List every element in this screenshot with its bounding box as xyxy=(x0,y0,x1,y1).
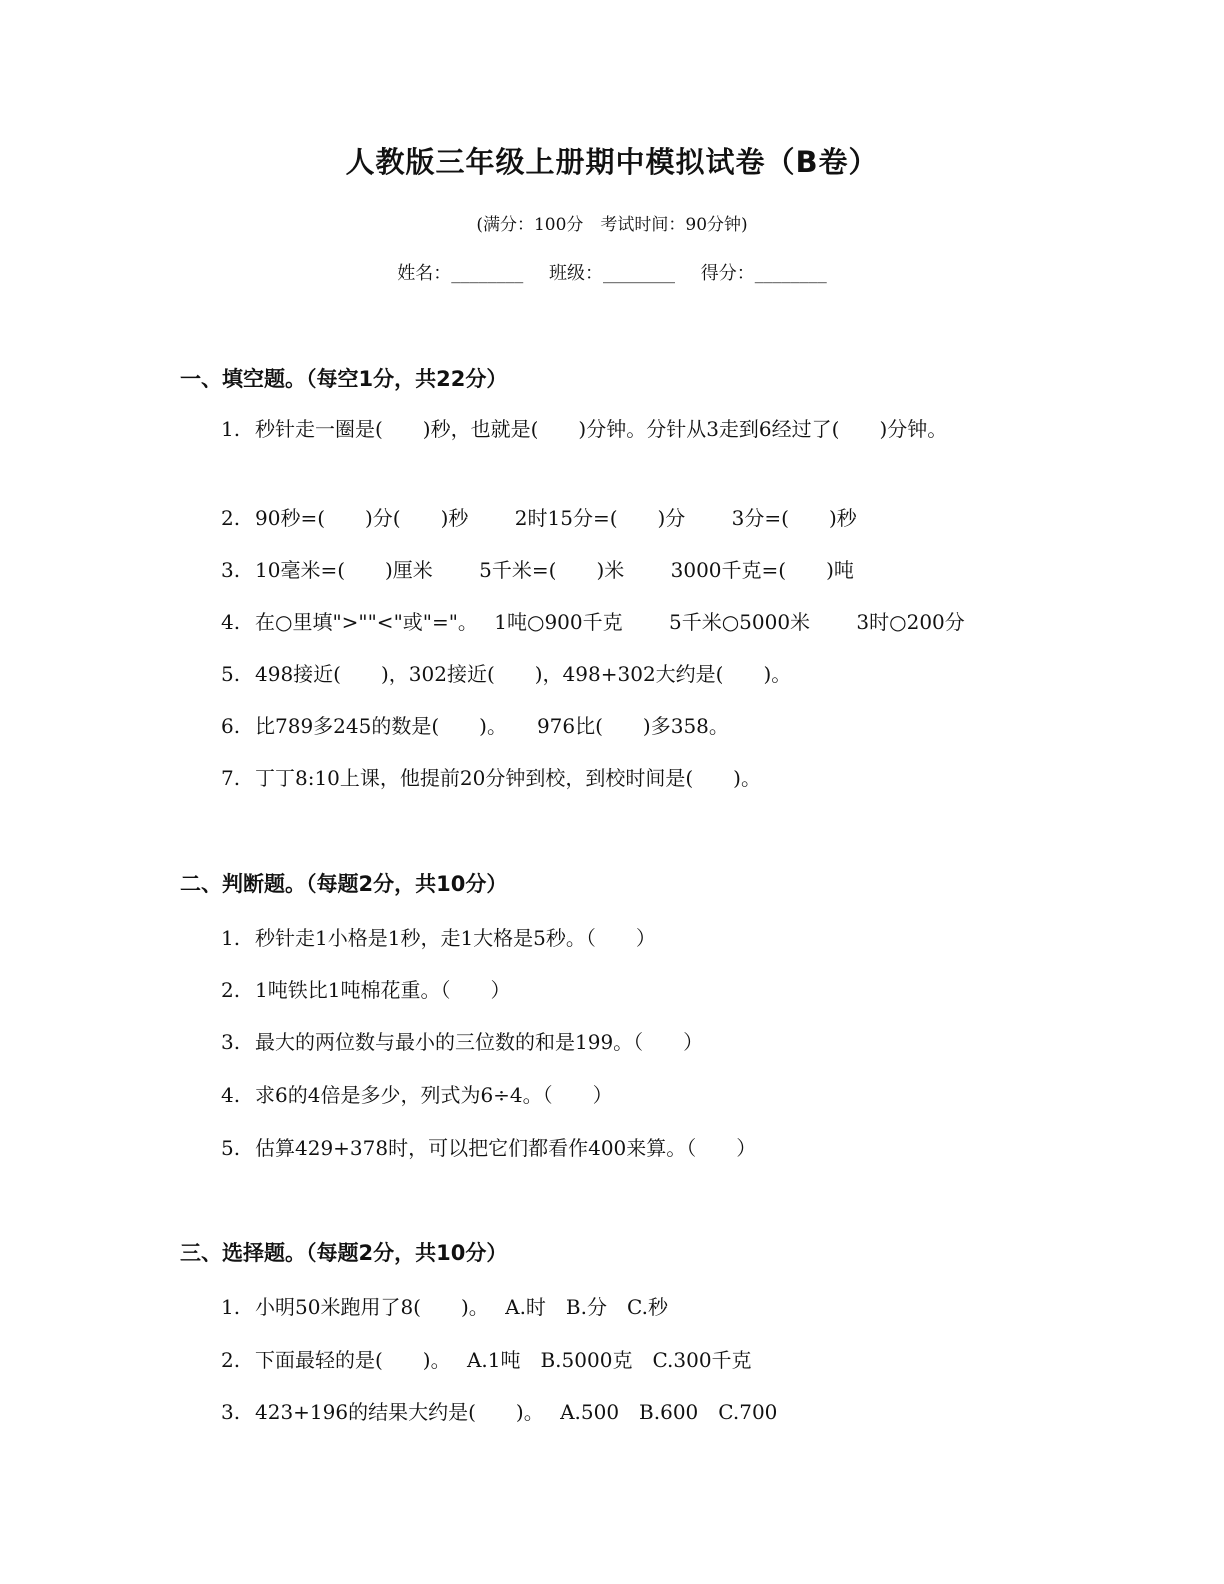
question-number: 2. xyxy=(221,1348,241,1372)
question-text: 估算429+378时，可以把它们都看作400来算。（ ） xyxy=(255,1136,757,1160)
question-number: 2. xyxy=(221,506,241,530)
question-number: 7. xyxy=(221,766,241,790)
question-item xyxy=(221,502,857,531)
section-title-true-false: 二、判断题。（每题2分，共10分） xyxy=(180,872,508,896)
question-item xyxy=(221,1026,703,1055)
question-text: 在○里填">""<"或"="。 1吨○900千克 5千米○5000米 3时○200分 xyxy=(255,610,965,634)
question-item xyxy=(221,974,510,1003)
question-item xyxy=(221,658,791,687)
question-text: 求6的4倍是多少，列式为6÷4。（ ） xyxy=(255,1083,613,1107)
page-title: 人教版三年级上册期中模拟试卷（B卷） xyxy=(345,145,879,179)
question-item xyxy=(221,1132,756,1161)
question-text: 90秒=( )分( )秒 2时15分=( )分 3分=( )秒 xyxy=(255,506,857,530)
score-field: 得分：________ xyxy=(700,263,827,284)
question-number: 5. xyxy=(221,1136,241,1160)
section-title-fill-blank: 一、填空题。（每空1分，共22分） xyxy=(180,367,508,391)
question-text: 10毫米=( )厘米 5千米=( )米 3000千克=( )吨 xyxy=(255,558,854,582)
question-number: 1. xyxy=(221,926,241,950)
question-number: 1. xyxy=(221,1295,241,1319)
question-number: 2. xyxy=(221,978,241,1002)
question-item xyxy=(221,606,965,635)
question-number: 3. xyxy=(221,1400,241,1424)
question-item xyxy=(221,922,656,951)
question-text: 1吨铁比1吨棉花重。（ ） xyxy=(255,978,511,1002)
question-text: 498接近( )，302接近( )，498+302大约是( )。 xyxy=(255,662,792,686)
question-item xyxy=(180,413,1020,446)
question-text: 下面最轻的是( )。 A.1吨 B.5000克 C.300千克 xyxy=(255,1348,752,1372)
question-text: 比789多245的数是( )。 976比( )多358。 xyxy=(255,714,729,738)
question-item xyxy=(221,554,854,583)
question-number: 4. xyxy=(221,1083,241,1107)
exam-subtitle: (满分：100分 考试时间：90分钟) xyxy=(476,215,748,235)
question-item xyxy=(221,1291,668,1320)
question-item xyxy=(221,762,761,791)
name-field: 姓名：________ xyxy=(397,263,524,284)
question-number: 6. xyxy=(221,714,241,738)
question-text: 秒针走一圈是( )秒，也就是( )分钟。分针从3走到6经过了( )分钟。 xyxy=(255,417,948,441)
class-field: 班级：________ xyxy=(549,263,675,284)
question-number: 1. xyxy=(221,417,241,441)
question-item xyxy=(221,1396,777,1425)
question-item xyxy=(221,710,729,739)
question-number: 5. xyxy=(221,662,241,686)
question-text: 秒针走1小格是1秒，走1大格是5秒。（ ） xyxy=(255,926,656,950)
question-item xyxy=(221,1344,752,1373)
question-text: 最大的两位数与最小的三位数的和是199。（ ） xyxy=(255,1030,704,1054)
question-text: 丁丁8:10上课，他提前20分钟到校，到校时间是( )。 xyxy=(255,766,761,790)
student-info-line xyxy=(0,259,1224,285)
question-number: 3. xyxy=(221,558,241,582)
section-title-multiple-choice: 三、选择题。（每题2分，共10分） xyxy=(180,1241,508,1265)
question-text: 小明50米跑用了8( )。 A.时 B.分 C.秒 xyxy=(255,1295,668,1319)
question-text: 423+196的结果大约是( )。 A.500 B.600 C.700 xyxy=(255,1400,778,1424)
question-number: 3. xyxy=(221,1030,241,1054)
question-number: 4. xyxy=(221,610,241,634)
question-item xyxy=(221,1079,613,1108)
